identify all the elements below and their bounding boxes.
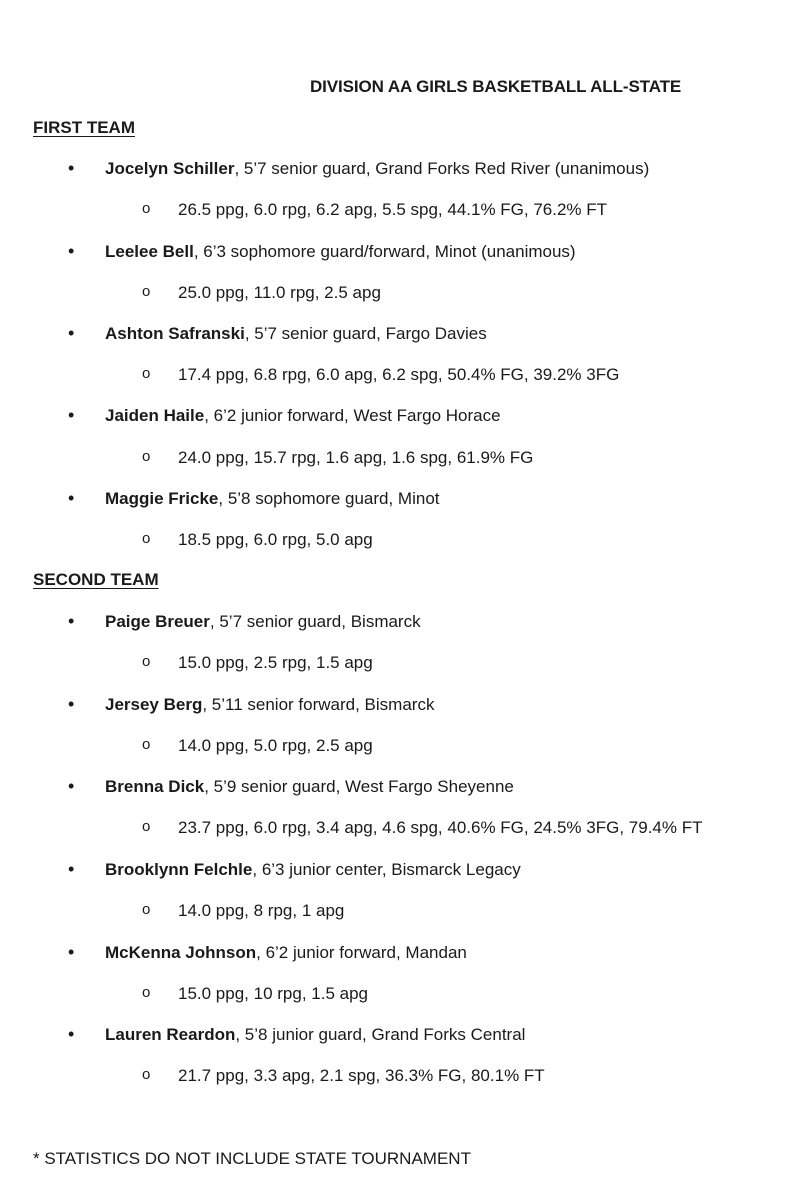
player-details: , 5’11 senior forward, Bismarck — [202, 695, 435, 714]
sub-bullet-icon: o — [142, 901, 151, 918]
player-details: , 6’3 sophomore guard/forward, Minot (unanimous) — [193, 242, 576, 261]
bullet-icon: • — [68, 405, 75, 425]
sub-bullet-icon: o — [142, 200, 151, 217]
player-name: Leelee Bell — [105, 242, 194, 261]
sub-bullet-icon: o — [142, 1066, 151, 1083]
player-stats: 15.0 ppg, 2.5 rpg, 1.5 apg — [178, 653, 373, 672]
player-line — [68, 488, 440, 509]
player-line — [68, 611, 421, 632]
first-team-heading: FIRST TEAM — [33, 118, 135, 137]
stat-line — [142, 530, 373, 550]
player-line — [68, 859, 521, 880]
player-name: Paige Breuer — [105, 612, 210, 631]
player-name: Maggie Fricke — [105, 489, 219, 508]
stat-line — [142, 901, 345, 921]
bullet-icon: • — [68, 776, 75, 796]
player-name: Ashton Safranski — [105, 324, 245, 343]
player-name: Brooklynn Felchle — [105, 860, 253, 879]
bullet-icon: • — [68, 694, 75, 714]
player-details: , 6’2 junior forward, West Fargo Horace — [204, 406, 501, 425]
bullet-icon: • — [68, 1024, 75, 1044]
stat-line — [142, 365, 620, 385]
stat-line — [142, 200, 608, 220]
player-stats: 24.0 ppg, 15.7 rpg, 1.6 apg, 1.6 spg, 61.9% FG — [178, 448, 534, 467]
player-details: , 5’8 junior guard, Grand Forks Central — [235, 1025, 526, 1044]
bullet-icon: • — [68, 241, 75, 261]
second-team-heading: SECOND TEAM — [33, 570, 159, 589]
player-stats: 14.0 ppg, 5.0 rpg, 2.5 apg — [178, 736, 373, 755]
document-title: DIVISION AA GIRLS BASKETBALL ALL-STATE — [310, 77, 682, 96]
bullet-icon: • — [68, 859, 75, 879]
stat-line — [142, 984, 368, 1004]
stat-line — [142, 283, 381, 303]
footnote: * STATISTICS DO NOT INCLUDE STATE TOURNAMENT — [33, 1149, 471, 1168]
stat-line — [142, 1066, 545, 1086]
player-details: , 5’7 senior guard, Fargo Davies — [244, 324, 487, 343]
player-name: Brenna Dick — [105, 777, 205, 796]
player-stats: 18.5 ppg, 6.0 rpg, 5.0 apg — [178, 530, 373, 549]
sub-bullet-icon: o — [142, 984, 151, 1001]
stat-line — [142, 736, 373, 756]
player-line — [68, 158, 650, 179]
stat-line — [142, 818, 703, 838]
player-name: Jersey Berg — [105, 695, 203, 714]
player-details: , 5’8 sophomore guard, Minot — [218, 489, 440, 508]
sub-bullet-icon: o — [142, 448, 151, 465]
bullet-icon: • — [68, 158, 75, 178]
player-details: , 5’9 senior guard, West Fargo Sheyenne — [204, 777, 514, 796]
sub-bullet-icon: o — [142, 283, 151, 300]
player-details: , 5’7 senior guard, Grand Forks Red River (unanimous) — [234, 159, 650, 178]
player-stats: 23.7 ppg, 6.0 rpg, 3.4 apg, 4.6 spg, 40.6% FG, 24.5% 3FG, 79.4% FT — [178, 818, 703, 837]
player-stats: 25.0 ppg, 11.0 rpg, 2.5 apg — [178, 283, 381, 302]
bullet-icon: • — [68, 488, 75, 508]
player-stats: 26.5 ppg, 6.0 rpg, 6.2 apg, 5.5 spg, 44.1% FG, 76.2% FT — [178, 200, 608, 219]
sub-bullet-icon: o — [142, 818, 151, 835]
player-name: Jaiden Haile — [105, 406, 205, 425]
player-stats: 14.0 ppg, 8 rpg, 1 apg — [178, 901, 345, 920]
player-name: Lauren Reardon — [105, 1025, 236, 1044]
stat-line — [142, 448, 534, 468]
sub-bullet-icon: o — [142, 365, 151, 382]
sub-bullet-icon: o — [142, 736, 151, 753]
player-line — [68, 694, 435, 715]
player-line — [68, 1024, 526, 1045]
sub-bullet-icon: o — [142, 530, 151, 547]
player-line — [68, 241, 576, 262]
bullet-icon: • — [68, 611, 75, 631]
player-stats: 21.7 ppg, 3.3 apg, 2.1 spg, 36.3% FG, 80.1% FT — [178, 1066, 545, 1085]
player-line — [68, 323, 487, 344]
player-line — [68, 776, 514, 797]
player-line — [68, 405, 501, 426]
player-name: McKenna Johnson — [105, 943, 257, 962]
player-details: , 6’3 junior center, Bismarck Legacy — [252, 860, 521, 879]
player-line — [68, 942, 467, 963]
bullet-icon: • — [68, 942, 75, 962]
player-details: , 6’2 junior forward, Mandan — [256, 943, 467, 962]
stat-line — [142, 653, 373, 673]
player-stats: 17.4 ppg, 6.8 rpg, 6.0 apg, 6.2 spg, 50.4% FG, 39.2% 3FG — [178, 365, 620, 384]
sub-bullet-icon: o — [142, 653, 151, 670]
player-details: , 5’7 senior guard, Bismarck — [209, 612, 421, 631]
player-stats: 15.0 ppg, 10 rpg, 1.5 apg — [178, 984, 368, 1003]
bullet-icon: • — [68, 323, 75, 343]
player-name: Jocelyn Schiller — [105, 159, 235, 178]
